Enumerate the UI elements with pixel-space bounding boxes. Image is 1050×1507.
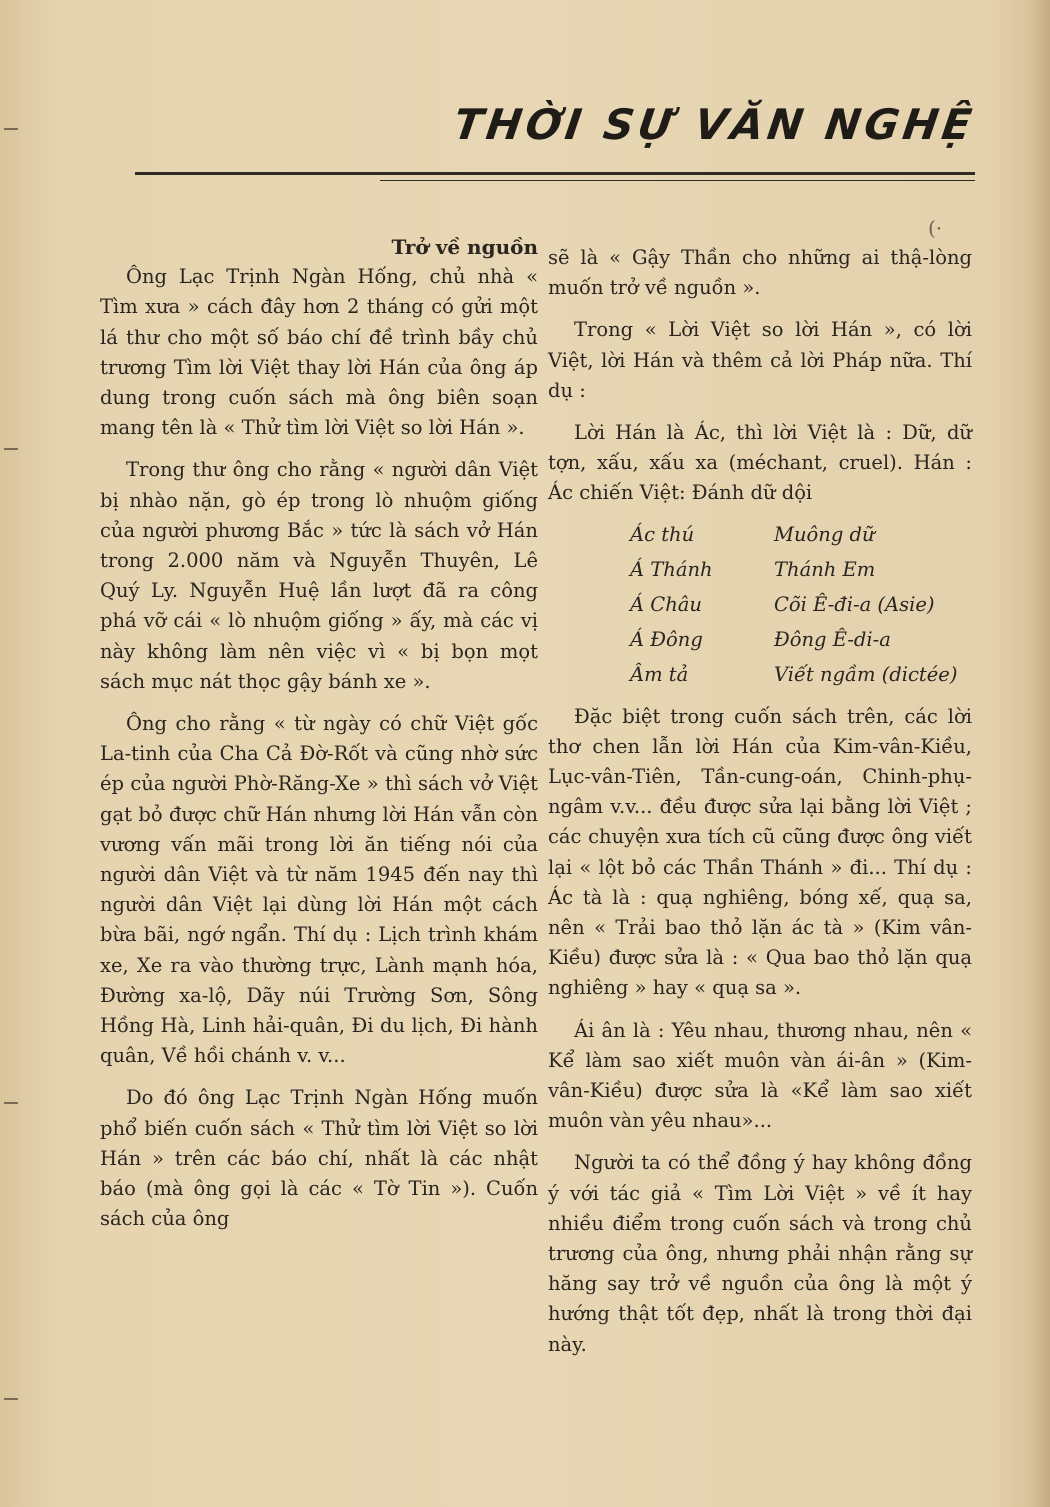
example-viet: Đông Ê-di-a (774, 627, 891, 651)
margin-tick (4, 128, 18, 130)
title-rule-thin (380, 180, 975, 181)
examples-table (630, 517, 957, 692)
paragraph: Đặc biệt trong cuốn sách trên, các lời thơ chen lẫn lời Hán của Kim-vân-Kiều, Lục-vân-Tiên, Tần-cung-oán, Chinh-phụ-ngâm v.v... đều được sửa lại bằng lời Việt ; các chuyện xưa tích cũ cũng được ông viết lại « lột bỏ các Thần Thánh » đi... Thí dụ : Ác tà là : quạ nghiêng, bóng xế, quạ sa, nên « Trải bao thỏ lặn ác tà » (Kim vân-Kiều) được sửa là : « Qua bao thỏ lặn quạ nghiêng » hay « quạ sa ». (548, 704, 972, 1000)
example-row (630, 517, 957, 552)
page-fold-shadow (1030, 0, 1050, 1507)
example-han: Ác thú (630, 522, 695, 546)
paragraph-continuation: sẽ là « Gậy Thần cho những ai thậ-lòng muốn trở về nguồn ». (548, 246, 972, 300)
example-row (630, 657, 957, 692)
paragraph: Ông cho rằng « từ ngày có chữ Việt gốc La-tinh của Cha Cả Đờ-Rốt và cũng nhờ sức ép của người Phờ-Răng-Xe » thì sách vở Việt gạt bỏ được chữ Hán nhưng lời Hán vẫn còn vương vấn mãi trong lời ăn tiếng nói của người dân Việt và từ năm 1945 đến nay thì người dân Việt lại dùng lời Hán một cách bừa bãi, ngớ ngẩn. Thí dụ : Lịch trình khám xe, Xe ra vào thường trực, Lành mạnh hóa, Đường xa-lộ, Dãy núi Trường Sơn, Sông Hồng Hà, Linh hải-quân, Đi du lịch, Đi hành quân, Về hồi chánh v. v... (100, 712, 538, 1068)
paragraph: Người ta có thể đồng ý hay không đồng ý với tác giả « Tìm Lời Việt » về ít hay nhiều điểm trong cuốn sách và trong chủ trương của ông, nhưng phải nhận rằng sự hăng say trở về nguồn của ông là một ý hướng thật tốt đẹp, nhất là trong thời đại này. (548, 1151, 972, 1356)
example-han: Âm tả (630, 662, 689, 686)
margin-tick (4, 448, 18, 450)
paragraph: Do đó ông Lạc Trịnh Ngàn Hống muốn phổ biến cuốn sách « Thử tìm lời Việt so lời Hán » trên các báo chí, nhất là các nhật báo (mà ông gọi là các « Tờ Tin »). Cuốn sách của ông (100, 1086, 538, 1231)
example-row (630, 587, 957, 622)
example-viet: Muông dữ (774, 522, 875, 546)
corner-mark: (· (928, 216, 943, 240)
paragraph: Ái ân là : Yêu nhau, thương nhau, nên « Kể làm sao xiết muôn vàn ái-ân » (Kim-vân-Kiều) được sửa là «Kể làm sao xiết muôn vàn yêu nhau»... (548, 1018, 972, 1133)
paragraph: Ông Lạc Trịnh Ngàn Hống, chủ nhà « Tìm xưa » cách đây hơn 2 tháng có gửi một lá thư cho một số báo chí đề trình bầy chủ trương Tìm lời Việt thay lời Hán của ông áp dung trong cuốn sách mà ông biên soạn mang tên là « Thử tìm lời Việt so lời Hán ». (100, 265, 538, 440)
paragraph: Trong thư ông cho rằng « người dân Việt bị nhào nặn, gò ép trong lò nhuộm giống của người phương Bắc » tức là sách vở Hán trong 2.000 năm và Nguyễn Thuyên, Lê Quý Ly. Nguyễn Huệ lần lượt đã ra công phá vỡ cái « lò nhuộm giống » ấy, mà các vị này không làm nên việc vì « bị bọn mọt sách mục nát thọc gậy bánh xe ». (100, 458, 538, 693)
example-line: Lời Hán là Ác, thì lời Việt là : Dữ, dữ tợn, xấu, xấu xa (méchant, cruel). Hán : Ác chiến Việt: Đánh dữ dội (548, 421, 972, 505)
right-column (548, 243, 972, 1360)
page-title: THỜI SỰ VĂN NGHỆ (450, 100, 979, 149)
example-han: Á Châu (630, 592, 702, 616)
example-viet: Cõi Ê-đi-a (Asie) (774, 592, 935, 616)
example-viet: Viết ngầm (dictée) (774, 662, 958, 686)
margin-tick (4, 1102, 18, 1104)
example-row (630, 552, 957, 587)
example-viet: Thánh Em (774, 557, 876, 581)
left-column (100, 232, 538, 1235)
section-heading: Trở về nguồn (391, 235, 538, 259)
example-han: Á Thánh (630, 557, 713, 581)
paragraph: Trong « Lời Việt so lời Hán », có lời Việt, lời Hán và thêm cả lời Pháp nữa. Thí dụ : (548, 318, 972, 402)
example-row (630, 622, 957, 657)
title-rule (135, 172, 975, 175)
margin-tick (4, 1398, 18, 1400)
example-han: Á Đông (630, 627, 703, 651)
